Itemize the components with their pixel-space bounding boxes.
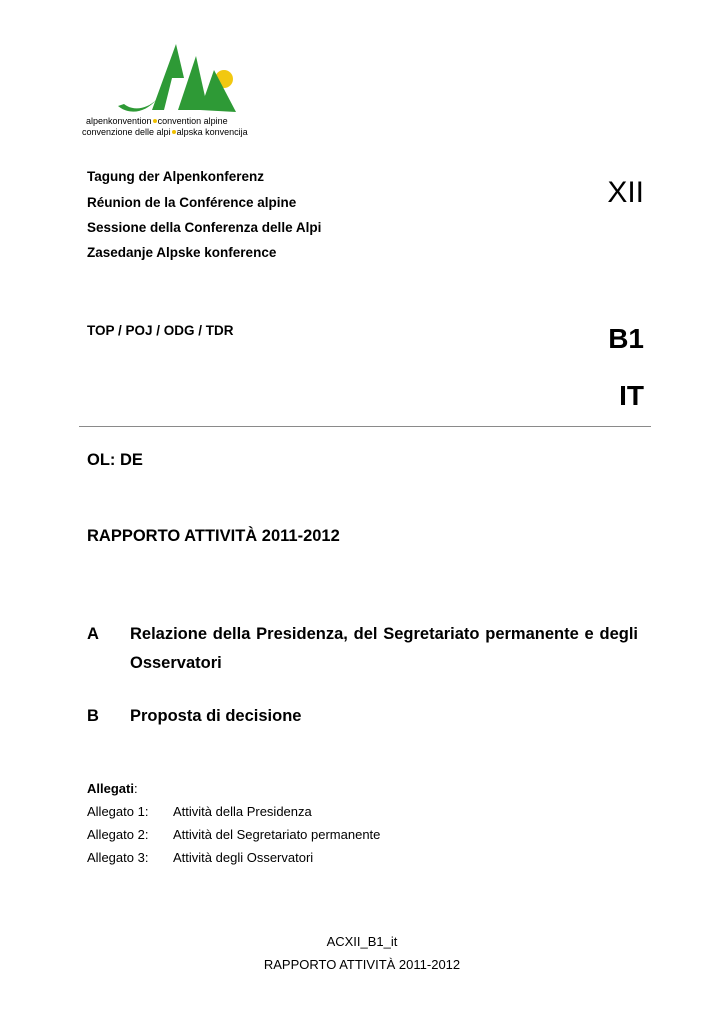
session-line-sl: Zasedanje Alpske konference bbox=[87, 245, 277, 260]
document-language: IT bbox=[619, 380, 644, 411]
logo-text-de: alpenkonvention bbox=[86, 116, 152, 126]
section-b-letter: B bbox=[87, 707, 99, 725]
attachment-text: Attività del Segretariato permanente bbox=[173, 827, 381, 842]
mountain-logo-icon bbox=[112, 38, 242, 116]
attachment-label: Allegato 2: bbox=[87, 827, 149, 842]
attachment-text: Attività degli Osservatori bbox=[173, 850, 314, 865]
section-a-letter: A bbox=[87, 625, 99, 643]
logo-text-it: convenzione delle alpi bbox=[82, 127, 171, 137]
attachments-heading-label: Allegati bbox=[87, 781, 134, 796]
session-line-fr: Réunion de la Conférence alpine bbox=[87, 195, 297, 210]
horizontal-divider bbox=[79, 426, 651, 427]
swoosh bbox=[118, 100, 156, 112]
footer-code: ACXII_B1_it bbox=[326, 934, 398, 949]
attachments-heading bbox=[87, 781, 138, 796]
alpine-convention-logo bbox=[82, 38, 282, 142]
logo-dot bbox=[153, 119, 157, 123]
attachment-row bbox=[87, 804, 312, 819]
session-line-it: Sessione della Conferenza delle Alpi bbox=[87, 220, 322, 235]
agenda-item: B1 bbox=[608, 323, 644, 354]
agenda-label: TOP / POJ / ODG / TDR bbox=[87, 323, 234, 338]
original-language: OL: DE bbox=[87, 451, 143, 469]
logo-dot bbox=[172, 130, 176, 134]
session-number: XII bbox=[607, 176, 644, 209]
session-line-de: Tagung der Alpenkonferenz bbox=[87, 169, 265, 184]
attachment-text: Attività della Presidenza bbox=[173, 804, 312, 819]
attachment-row bbox=[87, 827, 380, 842]
logo-text-line-1 bbox=[86, 116, 228, 127]
logo-text-line-2 bbox=[82, 127, 248, 138]
footer-title: RAPPORTO ATTIVITÀ 2011-2012 bbox=[263, 957, 461, 972]
attachment-row bbox=[87, 850, 313, 865]
section-b-text: Proposta di decisione bbox=[130, 707, 302, 725]
attachment-label: Allegato 3: bbox=[87, 850, 149, 865]
report-title: RAPPORTO ATTIVITÀ 2011-2012 bbox=[87, 527, 340, 545]
section-a-text: Relazione della Presidenza, del Segretariato permanente e degli Osservatori bbox=[130, 625, 638, 672]
attachment-label: Allegato 1: bbox=[87, 804, 149, 819]
logo-text-fr: convention alpine bbox=[157, 116, 228, 126]
mountain-peak-1 bbox=[152, 44, 184, 110]
logo-text-sl: alpska konvencija bbox=[176, 127, 248, 137]
attachments-heading-colon: : bbox=[133, 781, 138, 796]
